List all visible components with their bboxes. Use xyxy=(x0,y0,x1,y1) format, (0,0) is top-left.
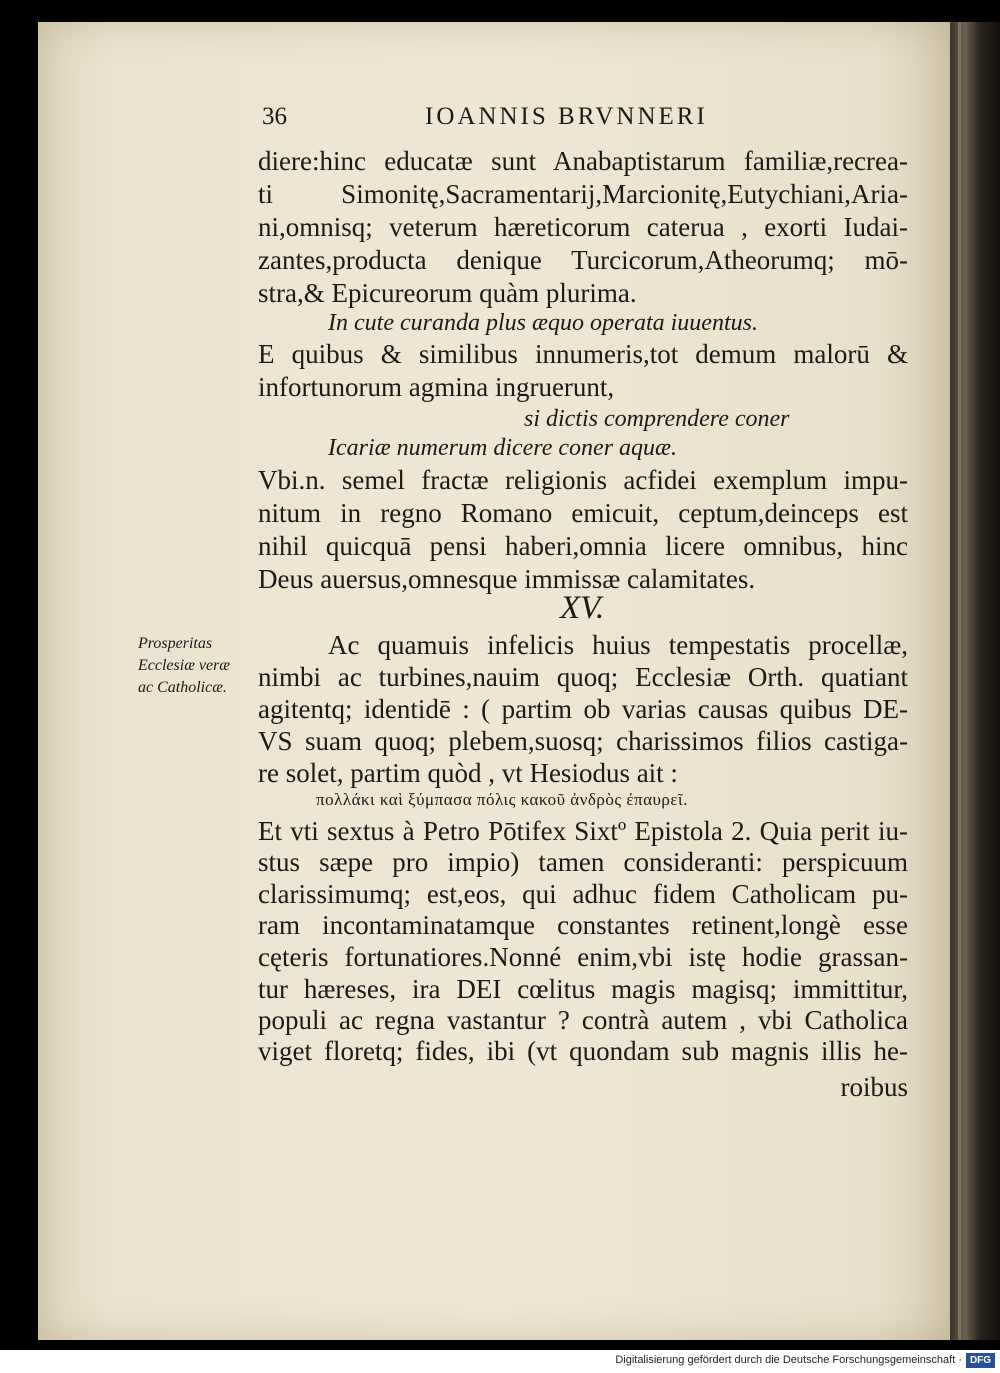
margin-note xyxy=(138,633,263,699)
footer-bar xyxy=(0,1350,1000,1373)
text-line: VS suam quoq; plebem,suosq; charissimos filios castiga- xyxy=(258,726,908,756)
text-line: viget floretq; fides, ibi (vt quondam sub magnis illis he- xyxy=(258,1036,908,1066)
dfg-logo[interactable]: DFG xyxy=(966,1353,995,1368)
text-line: Vbi.n. semel fractæ religionis acfidei exemplum impu- xyxy=(258,465,908,495)
footer-credit: Digitalisierung gefördert durch die Deutsche Forschungsgemeinschaft · xyxy=(615,1354,962,1366)
catchword: roibus xyxy=(840,1072,908,1102)
greek-quote: πολλάκι καὶ ξύμπασα πόλις κακοῦ ἀνδρὸς ἐπαυρεῖ. xyxy=(316,790,688,809)
text-line: ram incontaminatamque constantes retinent,longè esse xyxy=(258,910,908,940)
text-line: Ac quamuis infelicis huius tempestatis procellæ, xyxy=(328,630,908,660)
text-line: Deus auersus,omnesque immissæ calamitates. xyxy=(258,564,756,594)
margin-note-line: Prosperitas xyxy=(138,635,213,652)
text-line: stra,& Epicureorum quàm plurima. xyxy=(258,278,637,308)
text-line: Et vti sextus à Petro Pōtifex Sixtº Epistola 2. Quia perit iu- xyxy=(258,816,908,846)
text-line: E quibus & similibus innumeris,tot demum malorū & xyxy=(258,339,908,369)
text-line: clarissimumq; est,eos, qui adhuc fidem Catholicam pu- xyxy=(258,879,908,909)
text-line: infortunorum agmina ingruerunt, xyxy=(258,372,615,402)
text-line: diere:hinc educatæ sunt Anabaptistarum familiæ,recrea- xyxy=(258,146,908,176)
page-number: 36 xyxy=(262,103,287,130)
text-line: ti Simonitę,Sacramentarij,Marcionitę,Eutychiani,Aria- xyxy=(258,179,908,209)
margin-note-line: ac Catholicæ. xyxy=(138,679,227,696)
verse-quote: si dictis comprendere coner xyxy=(524,406,790,432)
book-spine xyxy=(950,22,1000,1340)
margin-note-line: Ecclesiæ veræ xyxy=(138,657,230,674)
text-line: ni,omnisq; veterum hæreticorum caterua , exorti Iudai- xyxy=(258,212,908,242)
text-line: stus sæpe pro impio) tamen consideranti: perspicuum xyxy=(258,847,908,877)
verse-quote: Icariæ numerum dicere coner aquæ. xyxy=(328,435,678,461)
text-line: agitentq; identidē : ( partim ob varias causas quibus DE- xyxy=(258,694,908,724)
text-line: cęteris fortunatiores.Nonné enim,vbi istę hodie grassan- xyxy=(258,942,908,972)
text-line: tur hæreses, ira DEI cœlitus magis magisq; immittitur, xyxy=(258,974,908,1004)
running-head: IOANNIS BRVNNERI xyxy=(425,103,708,130)
text-line: nimbi ac turbines,nauim quoq; Ecclesiæ Orth. quatiant xyxy=(258,662,908,692)
text-line: zantes,producta denique Turcicorum,Atheorumq; mō- xyxy=(258,245,908,275)
text-line: nitum in regno Romano emicuit, ceptum,deinceps est xyxy=(258,498,908,528)
text-line: re solet, partim quòd , vt Hesiodus ait : xyxy=(258,758,678,788)
page-header xyxy=(262,103,762,137)
verse-quote: In cute curanda plus æquo operata iuuentus. xyxy=(328,310,758,336)
text-line: populi ac regna vastantur ? contrà autem , vbi Catholica xyxy=(258,1005,908,1035)
section-number: XV. xyxy=(560,590,605,626)
text-line: nihil quicquā pensi haberi,omnia licere omnibus, hinc xyxy=(258,531,908,561)
